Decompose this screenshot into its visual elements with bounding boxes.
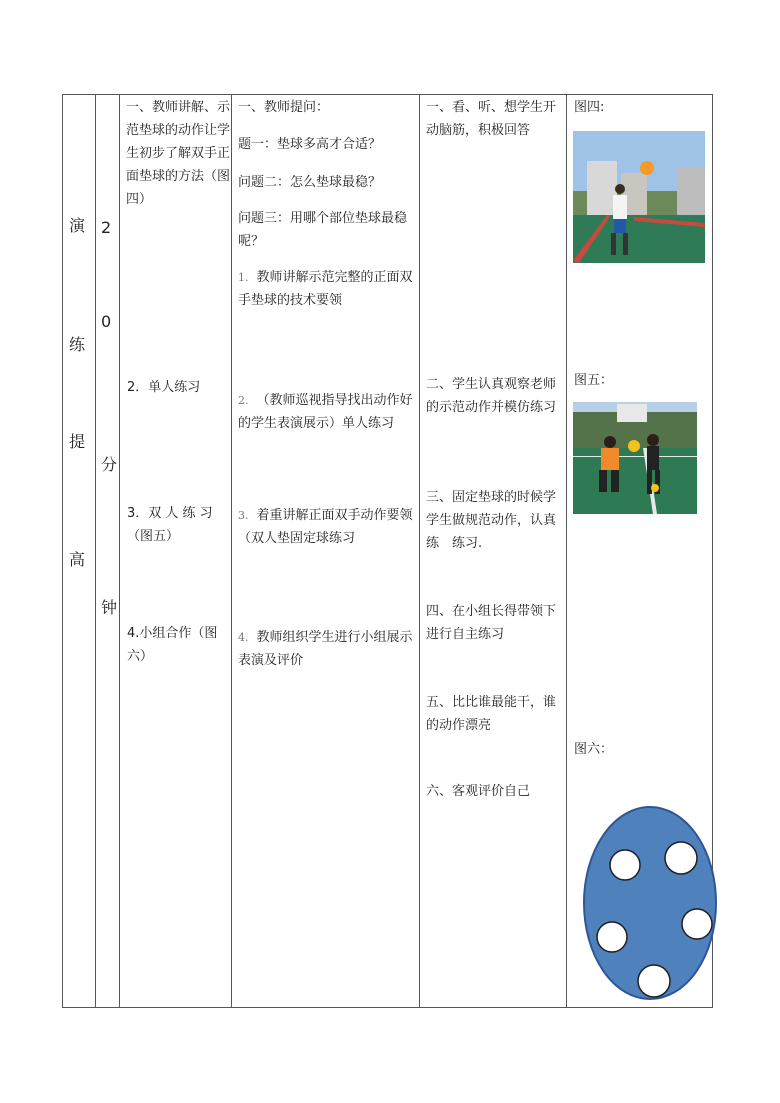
column-divider [566,95,567,1007]
player-circle [597,922,627,952]
teacher-step [238,626,414,672]
stage-char: 练 [69,335,86,354]
step-number: 1. [238,271,249,284]
step-text: 着重讲解正面双手动作要领（双人垫固定球练习 [238,508,413,546]
content-item: 2．单人练习 [127,380,201,395]
teacher-step [238,266,414,312]
student-item: 二、学生认真观察老师 的示范动作并模仿练习 [426,377,557,415]
player-circle [638,965,670,997]
content-item: 4.小组合作（图六） [127,626,218,664]
figure-label-6: 图六： [574,742,614,757]
student-item: 一、看、听、想学生开动脑筋，积极回答 [426,100,557,138]
time-char: 2 [101,218,112,237]
column-divider [231,95,232,1007]
column-divider [95,95,96,1007]
teacher-question: 问题三：用哪个部位垫球最稳呢？ [238,211,408,249]
step-text: （教师巡视指导找出动作好的学生表演展示）单人练习 [238,393,413,431]
teacher-question: 问题二：怎么垫球最稳？ [238,175,382,190]
teacher-step [238,504,414,550]
photo-pair-pass [573,402,697,514]
teacher-title: 一、教师提问： [238,100,330,115]
column-divider [419,95,420,1007]
student-item: 三、固定垫球的时候学 学生做规范动作，认真 练 练习. [426,490,570,551]
teacher-question: 题一：垫球多高才合适？ [238,137,382,152]
group-formation-diagram [583,804,719,1004]
stage-char: 高 [69,550,86,569]
player-circle [665,842,697,874]
teacher-step [238,389,414,435]
time-char: 分 [101,455,118,474]
student-item: 四、在小组长得带领下进行自主练习 [426,604,557,642]
step-number: 2. [238,394,249,407]
content-item: 一、教师讲解、示范垫球的动作让学生初步了解双手正面垫球的方法（图四） [126,100,231,207]
photo-single-pass [573,131,705,263]
column-divider [119,95,120,1007]
player-circle [682,909,712,939]
figure-label-5: 图五： [574,373,614,388]
step-text: 教师讲解示范完整的正面双手垫球的技术要领 [238,270,413,308]
step-text: 教师组织学生进行小组展示表演及评价 [238,630,413,668]
stage-char: 演 [69,216,86,235]
student-item: 五、比比谁最能干，谁的动作漂亮 [426,695,557,733]
time-char: 0 [101,312,112,331]
stage-char: 提 [69,432,86,451]
figure-label-4: 图四: [574,100,605,115]
player-circle [610,850,640,880]
time-char: 钟 [101,598,118,617]
step-number: 4. [238,631,249,644]
content-item: 3．双 人 练 习（图五） [127,506,213,544]
step-number: 3. [238,509,249,522]
student-item: 六、客观评价自己 [426,784,531,799]
